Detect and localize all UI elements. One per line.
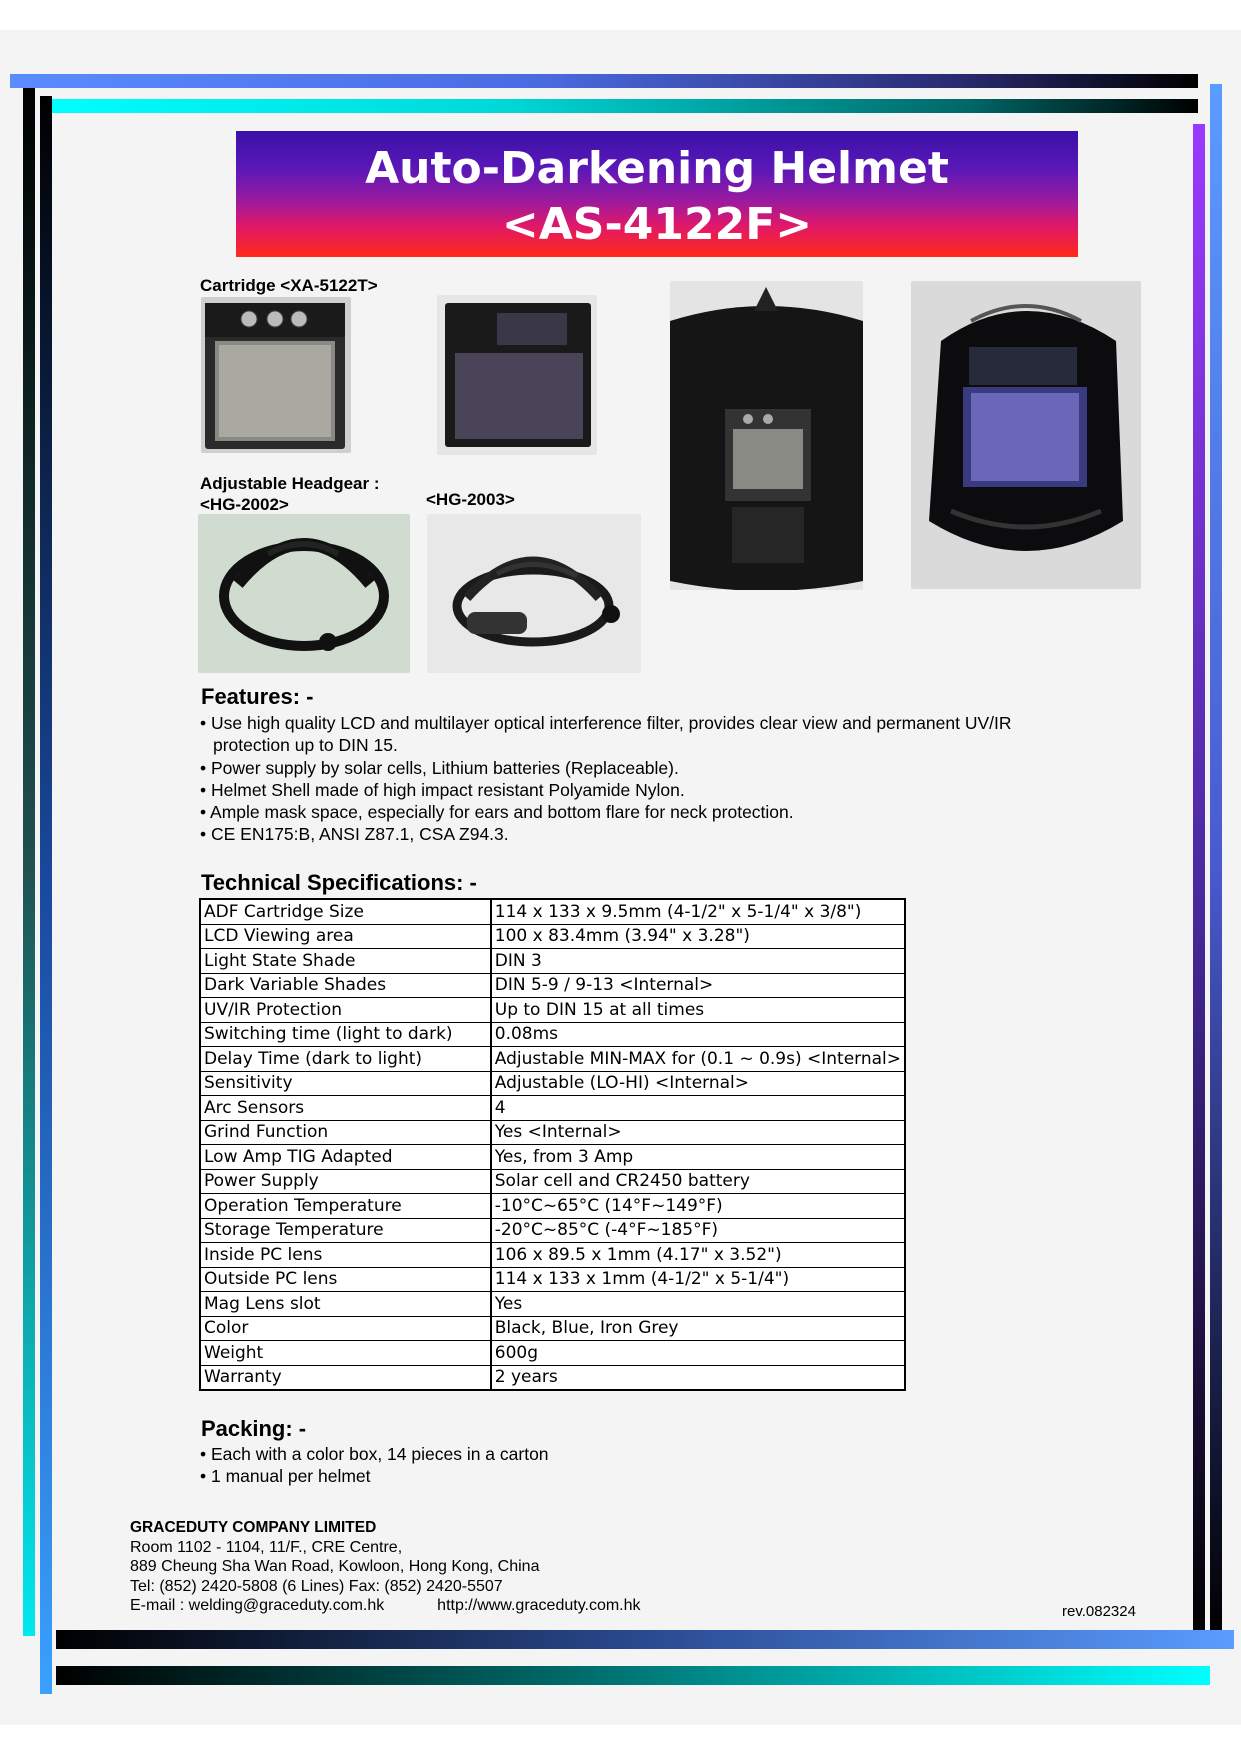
spec-value: DIN 3 <box>491 949 905 974</box>
list-item: • Each with a color box, 14 pieces in a carton <box>200 1444 549 1464</box>
spec-name: Operation Temperature <box>200 1194 491 1219</box>
spec-value: 600g <box>491 1341 905 1366</box>
table-row <box>200 1218 905 1243</box>
headgear-hg2003-photo <box>427 514 641 673</box>
list-item: • 1 manual per helmet <box>200 1466 371 1487</box>
spec-name: UV/IR Protection <box>200 998 491 1023</box>
specs-table <box>199 898 906 1391</box>
spec-name: Outside PC lens <box>200 1267 491 1292</box>
email[interactable]: E-mail : welding@graceduty.com.hk <box>130 1597 385 1614</box>
spec-value: Yes <Internal> <box>491 1120 905 1145</box>
spec-name: Delay Time (dark to light) <box>200 1047 491 1072</box>
spec-name: Power Supply <box>200 1169 491 1194</box>
spec-value: Black, Blue, Iron Grey <box>491 1316 905 1341</box>
table-row <box>200 899 905 924</box>
table-row <box>200 1267 905 1292</box>
list-item: • Helmet Shell made of high impact resistant Polyamide Nylon. <box>200 779 685 800</box>
frame-bar-top-outer <box>10 74 1198 88</box>
frame-bar-bottom-outer <box>56 1630 1234 1649</box>
headgear-label-line2: <HG-2002> <box>200 495 289 514</box>
spec-name: Switching time (light to dark) <box>200 1022 491 1047</box>
packing-list <box>200 1443 800 1488</box>
spec-value: 100 x 83.4mm (3.94" x 3.28") <box>491 924 905 949</box>
table-row <box>200 1145 905 1170</box>
spec-name: Light State Shade <box>200 949 491 974</box>
table-row <box>200 949 905 974</box>
headgear-label-line1: Adjustable Headgear : <box>200 474 380 493</box>
spec-value: Up to DIN 15 at all times <box>491 998 905 1023</box>
frame-bar-left-inner <box>40 96 52 1694</box>
spec-name: LCD Viewing area <box>200 924 491 949</box>
list-item: • Ample mask space, especially for ears and bottom flare for neck protection. <box>200 802 794 823</box>
spec-name: Weight <box>200 1341 491 1366</box>
list-item: • Power supply by solar cells, Lithium batteries (Replaceable). <box>200 757 679 778</box>
phone-fax: Tel: (852) 2420-5808 (6 Lines) Fax: (852) 2420-5507 <box>130 1577 503 1595</box>
frame-bar-top-inner <box>42 99 1198 113</box>
spec-name: Mag Lens slot <box>200 1292 491 1317</box>
contact-line <box>130 1596 641 1616</box>
features-heading: Features: - <box>201 684 314 709</box>
title-banner <box>236 131 1078 257</box>
spec-value: DIN 5-9 / 9-13 <Internal> <box>491 973 905 998</box>
spec-value: Adjustable (LO-HI) <Internal> <box>491 1071 905 1096</box>
spec-value: 114 x 133 x 9.5mm (4-1/2" x 5-1/4" x 3/8") <box>491 899 905 924</box>
product-title: Auto-Darkening Helmet <box>365 143 949 194</box>
spec-value: -10°C~65°C (14°F~149°F) <box>491 1194 905 1219</box>
spec-value: Adjustable MIN-MAX for (0.1 ~ 0.9s) <Internal> <box>491 1047 905 1072</box>
spec-value: Solar cell and CR2450 battery <box>491 1169 905 1194</box>
table-row <box>200 1169 905 1194</box>
company-footer <box>130 1518 641 1616</box>
headgear-alt-label: <HG-2003> <box>426 490 515 509</box>
specs-heading: Technical Specifications: - <box>201 870 477 895</box>
spec-name: Warranty <box>200 1365 491 1390</box>
cartridge-back-photo <box>437 295 597 455</box>
frame-bar-left-outer <box>23 88 35 1636</box>
company-name: GRACEDUTY COMPANY LIMITED <box>130 1519 377 1536</box>
table-row <box>200 1341 905 1366</box>
table-row <box>200 1243 905 1268</box>
spec-name: Arc Sensors <box>200 1096 491 1121</box>
spec-name: Sensitivity <box>200 1071 491 1096</box>
product-model: <AS-4122F> <box>501 199 813 250</box>
spec-name: Dark Variable Shades <box>200 973 491 998</box>
spec-name: Inside PC lens <box>200 1243 491 1268</box>
table-row <box>200 1047 905 1072</box>
spec-name: Color <box>200 1316 491 1341</box>
spec-value: Yes, from 3 Amp <box>491 1145 905 1170</box>
table-row <box>200 1365 905 1390</box>
spec-value: Yes <box>491 1292 905 1317</box>
revision-code: rev.082324 <box>1062 1603 1136 1620</box>
spec-value: 0.08ms <box>491 1022 905 1047</box>
table-row <box>200 998 905 1023</box>
table-row <box>200 1071 905 1096</box>
address-line2: 889 Cheung Sha Wan Road, Kowloon, Hong Kong, China <box>130 1558 540 1575</box>
cartridge-label: Cartridge <XA-5122T> <box>200 276 378 295</box>
table-row <box>200 1120 905 1145</box>
table-row <box>200 1194 905 1219</box>
spec-value: 114 x 133 x 1mm (4-1/2" x 5-1/4") <box>491 1267 905 1292</box>
table-row <box>200 924 905 949</box>
spec-name: Low Amp TIG Adapted <box>200 1145 491 1170</box>
frame-bar-bottom-inner <box>56 1666 1210 1685</box>
spec-value: -20°C~85°C (-4°F~185°F) <box>491 1218 905 1243</box>
website-link[interactable]: http://www.graceduty.com.hk <box>437 1597 641 1614</box>
packing-heading: Packing: - <box>201 1416 307 1441</box>
table-row <box>200 1316 905 1341</box>
spec-value: 106 x 89.5 x 1mm (4.17" x 3.52") <box>491 1243 905 1268</box>
list-item: • CE EN175:B, ANSI Z87.1, CSA Z94.3. <box>200 824 509 845</box>
features-list <box>200 712 1020 846</box>
spec-name: Storage Temperature <box>200 1218 491 1243</box>
frame-bar-right-inner <box>1193 124 1205 1648</box>
helmet-front-photo <box>911 281 1141 589</box>
table-row <box>200 1096 905 1121</box>
address-line1: Room 1102 - 1104, 11/F., CRE Centre, <box>130 1538 403 1556</box>
table-row <box>200 973 905 998</box>
spec-name: ADF Cartridge Size <box>200 899 491 924</box>
helmet-inside-photo <box>670 281 863 590</box>
cartridge-front-photo <box>201 297 351 453</box>
frame-bar-right-outer <box>1210 84 1222 1640</box>
table-row <box>200 1292 905 1317</box>
spec-value: 4 <box>491 1096 905 1121</box>
spec-name: Grind Function <box>200 1120 491 1145</box>
headgear-label <box>200 473 380 515</box>
table-row <box>200 1022 905 1047</box>
list-item: • Use high quality LCD and multilayer optical interference filter, provides clear view and permanent UV/IR protection up to DIN 15. <box>200 713 1012 756</box>
headgear-hg2002-photo <box>198 514 410 673</box>
spec-value: 2 years <box>491 1365 905 1390</box>
